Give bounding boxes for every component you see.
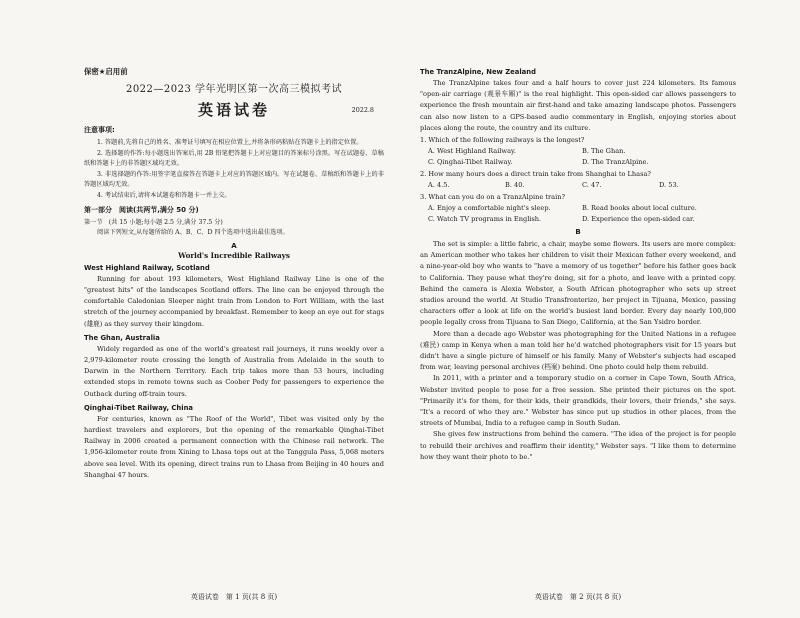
question-options xyxy=(420,146,736,168)
option: A. Enjoy a comfortable night's sleep. xyxy=(428,204,551,213)
notice-item: 3. 非选择题的作答:用签字笔直接答在答题卡上对应的答题区域内。写在试题卷、草稿纸和答题卡上的非答题区域均无效。 xyxy=(84,170,384,189)
option: C. Watch TV programs in English. xyxy=(428,215,542,224)
passage-paragraph: In 2011, with a printer and a temporary studio on a corner in Cape Town, South Africa, Webster invited people to pose for a free session. She printed their pictures on the spot. "Primarily it's for them, for their kids, their grandkids, their lovers, their friends," she says. "It's a record of who they are." Webster has since put up studios in other places, from the streets of Mumbai, India to a refugee camp in South Sudan. xyxy=(420,374,736,428)
instruction-text: 阅读下列短文,从每题所给的 A、B、C、D 四个选项中选出最佳选项。 xyxy=(97,229,289,237)
question: 3. What can you do on a TranzAlpine train? xyxy=(420,193,565,202)
option: B. 40. xyxy=(505,181,525,190)
notice-item: 4. 考试结束后,请将本试题卷和答题卡一并上交。 xyxy=(97,191,231,199)
exam-title: 2022—2023 学年光明区第一次高三模拟考试 xyxy=(125,84,343,95)
confidential-label: 保密★启用前 xyxy=(84,67,128,76)
question-options xyxy=(420,180,736,191)
right-page xyxy=(402,0,800,618)
subject-title: 英语试卷 xyxy=(197,101,270,119)
option: B. The Ghan. xyxy=(582,147,626,156)
railway-text: Running for about 193 kilometers, West Highland Railway Line is one of the "greatest hits" of the landscapes Scotland offers. The line can be enjoyed through the comfortable Caledonian Sleeper night train from London to Fort William, with the last stretch of the journey accompanied by breakfast. Remember to keep an eye out for stags (雄鹿) as they survey their kingdom. xyxy=(84,274,384,328)
question-options xyxy=(420,203,736,225)
option: A. 4.5. xyxy=(428,181,450,190)
notice-heading: 注意事项: xyxy=(84,126,115,134)
option: D. 53. xyxy=(659,181,679,190)
option: D. The TranzAlpine. xyxy=(582,158,649,167)
railway-title: West Highland Railway, Scotland xyxy=(84,263,210,272)
railway-title: The TranzAlpine, New Zealand xyxy=(420,68,536,76)
passage-paragraph: The set is simple: a little fabric, a chair, maybe some flowers. Its users are more complex: an American mother who takes her children to visit their Mexican father every weekend, and a nine-year-old boy who wants to "have a memory of us together" before his father goes back to California. They pause what they're doing, sit for a photo, and leave with a printed copy. Behind the camera is Alexia Webster, a South African photographer who sets up street studios around the world. At Studio Transfronterizo, her project in Tijuana, Mexico, passing characters offer a look at life on the world's busiest land border. Every day nearly 100,000 people legally cross from Tijuana to San Diego, California, at the San Ysidro border. xyxy=(420,240,736,327)
exam-date: 2022.8 xyxy=(351,106,374,114)
railway-title: The Ghan, Australia xyxy=(84,333,160,342)
railway-title: Qinghai-Tibet Railway, China xyxy=(84,403,194,412)
part-heading: 第一部分 阅读(共两节,满分 50 分) xyxy=(84,205,199,214)
passage-paragraph: She gives few instructions from behind the camera. "The idea of the project is for people to rebuild their archives and reaffirm their identity," Webster says. "I like them to determine how they want their photo to be." xyxy=(420,430,736,461)
railway-text: For centuries, known as "The Roof of the World", Tibet was visited only by the hardiest travelers and explorers, but the opening of the remarkable Qinghai-Tibet Railway in 2006 created a permanent connection with the Chinese rail network. The 1,956-kilometer route from Xining to Lhasa tops out at the Tanggula Pass, 5,068 meters above sea level. With its opening, direct trains run to Lhasa from Beijing in 40 hours and Shanghai 47 hours. xyxy=(84,414,384,479)
passage-paragraph: More than a decade ago Webster was photographing for the United Nations in a refugee (难民) camp in Kenya when a man told her he'd watched photographers visit for 15 years but didn't have a single picture of himself or his family. Many of Webster's subjects had escaped from war, leaving personal archives (档案) behind. One photo could help them rebuild. xyxy=(420,329,736,372)
option: C. Qinghai-Tibet Railway. xyxy=(428,158,513,167)
subject-row xyxy=(84,99,384,119)
passage-letter: A xyxy=(231,241,237,250)
option: B. Read books about local culture. xyxy=(582,204,697,213)
passage-letter: B xyxy=(575,228,581,237)
option: A. West Highland Railway. xyxy=(428,147,516,156)
section-heading: 第一节 (共 15 小题;每小题 2.5 分,满分 37.5 分) xyxy=(84,218,223,226)
article-title: World's Incredible Railways xyxy=(178,250,290,260)
question: 2. How many hours does a direct train take from Shanghai to Lhasa? xyxy=(420,170,651,179)
page-footer: 英语试卷 第 2 页(共 8 页) xyxy=(534,593,622,601)
railway-text: Widely regarded as one of the world's greatest rail journeys, it runs weekly over a 2,979-kilometer route crossing the length of Australia from Adelaide in the south to Darwin in the Northern Territory. Each trip takes more than 53 hours, including extended stops in remote towns such as Coober Pedy for passengers to experience the Outback during off-train tours. xyxy=(84,344,384,398)
option: C. 47. xyxy=(582,181,602,190)
option: D. Experience the open-sided car. xyxy=(582,215,695,224)
question: 1. Which of the following railways is the longest? xyxy=(420,136,585,145)
page-footer: 英语试卷 第 1 页(共 8 页) xyxy=(190,593,278,601)
notice-item: 1. 答题前,先将自己的姓名、准考证号填写在相应位置上,并将条形码粘贴在答题卡上的指定位置。 xyxy=(97,139,363,146)
notice-item: 2. 选择题的作答:每小题选出答案后,用 2B 铅笔把答题卡上对应题目的答案标号涂黑。写在试题卷、草稿纸和答题卡上的非答题区域均无效。 xyxy=(84,149,384,168)
railway-text: The TranzAlpine takes four and a half hours to cover just 224 kilometers. Its famous "open-air carriage (观景车厢)" is the real highlight. This open-sided car allows passengers to experience the fresh mountain air first-hand and take amazing landscape photos. Passengers can also now listen to a GPS-based audio commentary in English, enjoying stories about places along the route, the country and its culture. xyxy=(420,79,736,132)
